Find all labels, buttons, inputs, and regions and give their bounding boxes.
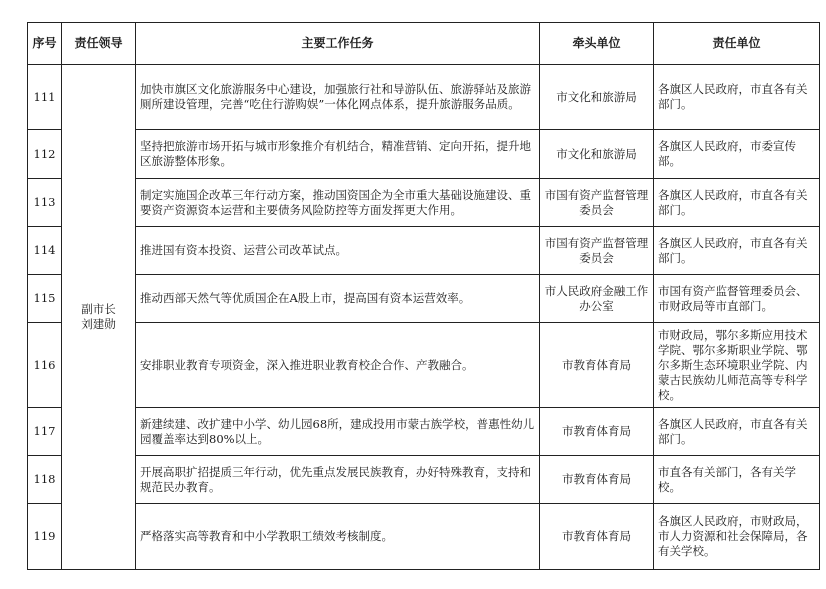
- resp-unit-cell: 市直各有关部门，各有关学校。: [654, 456, 820, 504]
- row-num: 111: [28, 65, 62, 130]
- table-row: [28, 323, 820, 408]
- task-table: [27, 22, 820, 570]
- resp-unit-cell: 各旗区人民政府，市直各有关部门。: [654, 408, 820, 456]
- resp-unit-cell: 市国有资产监督管理委员会、市财政局等市直部门。: [654, 275, 820, 323]
- row-num: 119: [28, 504, 62, 570]
- table-row: [28, 456, 820, 504]
- lead-unit-cell: 市国有资产监督管理委员会: [540, 179, 654, 227]
- row-num: 114: [28, 227, 62, 275]
- header-lead-unit: 牵头单位: [540, 23, 654, 65]
- lead-unit-cell: 市文化和旅游局: [540, 130, 654, 179]
- row-num: 116: [28, 323, 62, 408]
- task-cell: 推动西部天然气等优质国企在A股上市，提高国有资本运营效率。: [136, 275, 540, 323]
- lead-unit-cell: 市人民政府金融工作办公室: [540, 275, 654, 323]
- task-cell: 新建续建、改扩建中小学、幼儿园68所，建成投用市蒙古族学校，普惠性幼儿园覆盖率达到80%以上。: [136, 408, 540, 456]
- header-num: 序号: [28, 23, 62, 65]
- lead-unit-cell: 市教育体育局: [540, 504, 654, 570]
- table-row: [28, 179, 820, 227]
- header-task: 主要工作任务: [136, 23, 540, 65]
- task-cell: 坚持把旅游市场开拓与城市形象推介有机结合，精准营销、定向开拓，提升地区旅游整体形象。: [136, 130, 540, 179]
- header-leader: 责任领导: [62, 23, 136, 65]
- lead-unit-cell: 市国有资产监督管理委员会: [540, 227, 654, 275]
- task-cell: 安排职业教育专项资金，深入推进职业教育校企合作、产教融合。: [136, 323, 540, 408]
- resp-unit-cell: 各旗区人民政府，市直各有关部门。: [654, 179, 820, 227]
- header-resp-unit: 责任单位: [654, 23, 820, 65]
- lead-unit-cell: 市教育体育局: [540, 323, 654, 408]
- resp-unit-cell: 各旗区人民政府，市直各有关部门。: [654, 227, 820, 275]
- resp-unit-cell: 各旗区人民政府，市直各有关部门。: [654, 65, 820, 130]
- leader-cell: [62, 65, 136, 570]
- row-num: 113: [28, 179, 62, 227]
- table-row: [28, 504, 820, 570]
- row-num: 118: [28, 456, 62, 504]
- task-cell: 制定实施国企改革三年行动方案，推动国资国企为全市重大基础设施建设、重要资产资源资本运营和主要债务风险防控等方面发挥更大作用。: [136, 179, 540, 227]
- lead-unit-cell: 市教育体育局: [540, 408, 654, 456]
- table-row: [28, 65, 820, 130]
- table-header-row: [28, 23, 820, 65]
- task-cell: 严格落实高等教育和中小学教职工绩效考核制度。: [136, 504, 540, 570]
- resp-unit-cell: 市财政局，鄂尔多斯应用技术学院、鄂尔多斯职业学院、鄂尔多斯生态环境职业学院、内蒙古民族幼儿师范高等专科学校。: [654, 323, 820, 408]
- table-row: [28, 227, 820, 275]
- table-row: [28, 130, 820, 179]
- row-num: 115: [28, 275, 62, 323]
- leader-name: 副市长 刘建勋: [81, 302, 116, 331]
- task-cell: 推进国有资本投资、运营公司改革试点。: [136, 227, 540, 275]
- row-num: 117: [28, 408, 62, 456]
- lead-unit-cell: 市文化和旅游局: [540, 65, 654, 130]
- task-cell: 开展高职扩招提质三年行动，优先重点发展民族教育，办好特殊教育，支持和规范民办教育。: [136, 456, 540, 504]
- task-cell: 加快市旗区文化旅游服务中心建设，加强旅行社和导游队伍、旅游驿站及旅游厕所建设管理，完善“吃住行游购娱”一体化网点体系，提升旅游服务品质。: [136, 65, 540, 130]
- resp-unit-cell: 各旗区人民政府，市财政局，市人力资源和社会保障局，各有关学校。: [654, 504, 820, 570]
- table-row: [28, 275, 820, 323]
- resp-unit-cell: 各旗区人民政府，市委宣传部。: [654, 130, 820, 179]
- lead-unit-cell: 市教育体育局: [540, 456, 654, 504]
- table-row: [28, 408, 820, 456]
- row-num: 112: [28, 130, 62, 179]
